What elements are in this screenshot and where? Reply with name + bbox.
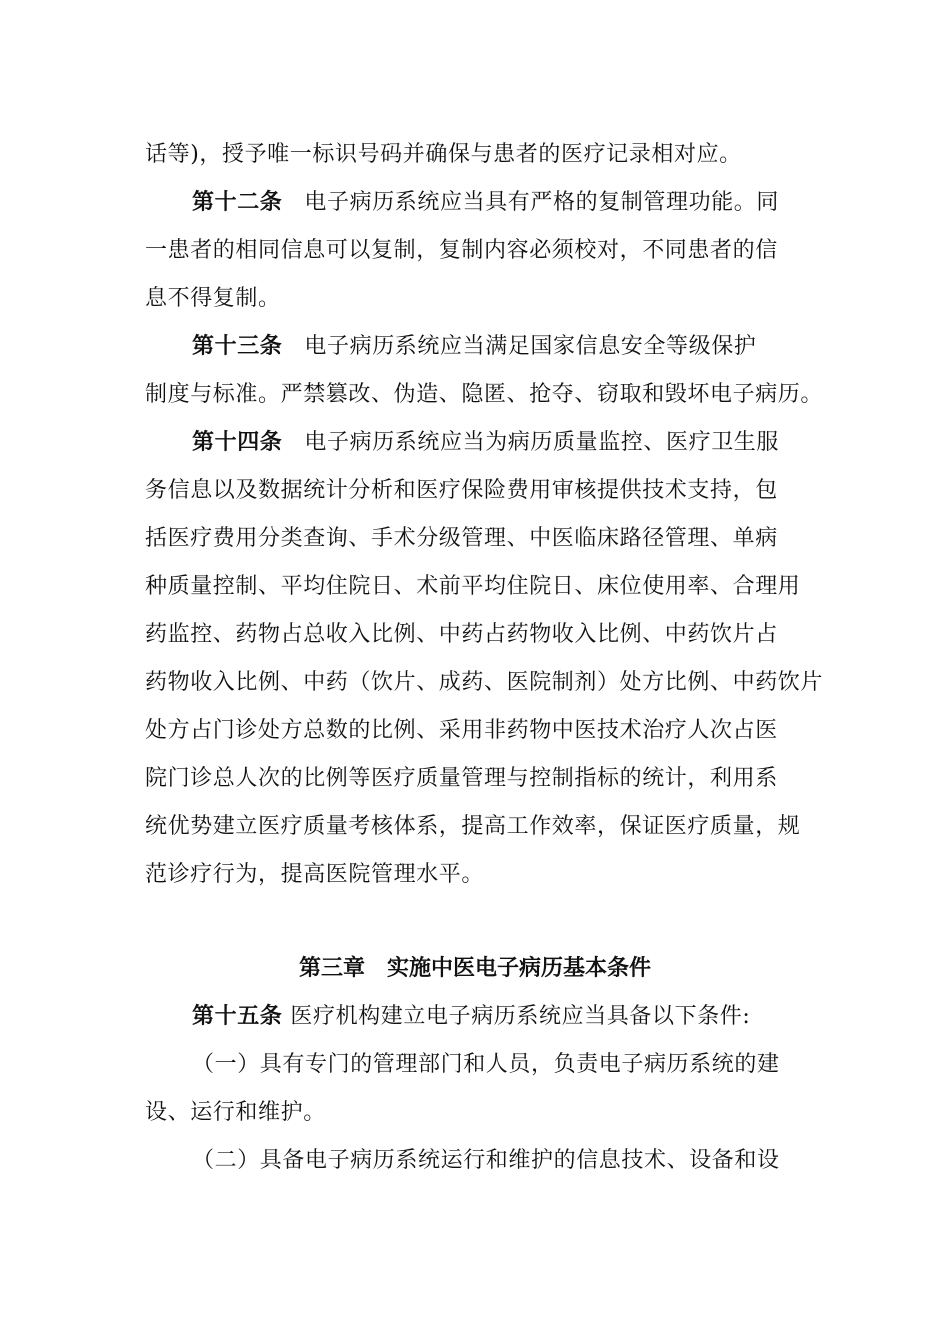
text-line: 话等)，授予唯一标识号码并确保与患者的医疗记录相对应。 [145,142,742,167]
text-line: 统优势建立医疗质量考核体系，提高工作效率，保证医疗质量，规 [145,814,801,839]
chapter-title: 实施中医电子病历基本条件 [387,956,652,981]
text-line: 一患者的相同信息可以复制，复制内容必须校对，不同患者的信 [145,238,778,263]
article-12-label: 第十二条 [192,190,283,215]
chapter-number: 第三章 [298,956,365,981]
article-12-line: 第十二条 电子病历系统应当具有严格的复制管理功能。同 [192,190,780,215]
text-line: 院门诊总人次的比例等医疗质量管理与控制指标的统计，利用系 [145,766,778,791]
article-14-label: 第十四条 [192,430,283,455]
text-line: 药监控、药物占总收入比例、中药占药物收入比例、中药饮片占 [145,622,778,647]
list-item-1: （一）具有专门的管理部门和人员，负责电子病历系统的建 [192,1052,780,1077]
list-item-2: （二）具备电子病历系统运行和维护的信息技术、设备和设 [192,1148,780,1173]
article-13-line: 第十三条 电子病历系统应当满足国家信息安全等级保护 [192,334,757,359]
article-13-label: 第十三条 [192,334,283,359]
article-14-line: 第十四条 电子病历系统应当为病历质量监控、医疗卫生服 [192,430,780,455]
article-15-line: 第十五条 医疗机构建立电子病历系统应当具备以下条件: [192,1004,751,1029]
article-15-label: 第十五条 [192,1004,283,1029]
text-line: 息不得复制。 [145,286,281,311]
text-line: 务信息以及数据统计分析和医疗保险费用审核提供技术支持，包 [145,478,778,503]
text-line: 设、运行和维护。 [145,1100,326,1125]
text-line: 制度与标准。严禁篡改、伪造、隐匿、抢夺、窃取和毁坏电子病历。 [145,382,824,407]
text-line: 药物收入比例、中药（饮片、成药、医院制剂）处方比例、中药饮片 [145,670,824,695]
text-line: 括医疗费用分类查询、手术分级管理、中医临床路径管理、单病 [145,526,778,551]
text-line: 处方占门诊处方总数的比例、采用非药物中医技术治疗人次占医 [145,718,778,743]
chapter-3-heading [0,954,950,984]
text-line: 范诊疗行为，提高医院管理水平。 [145,862,485,887]
text-line: 种质量控制、平均住院日、术前平均住院日、床位使用率、合理用 [145,574,801,599]
